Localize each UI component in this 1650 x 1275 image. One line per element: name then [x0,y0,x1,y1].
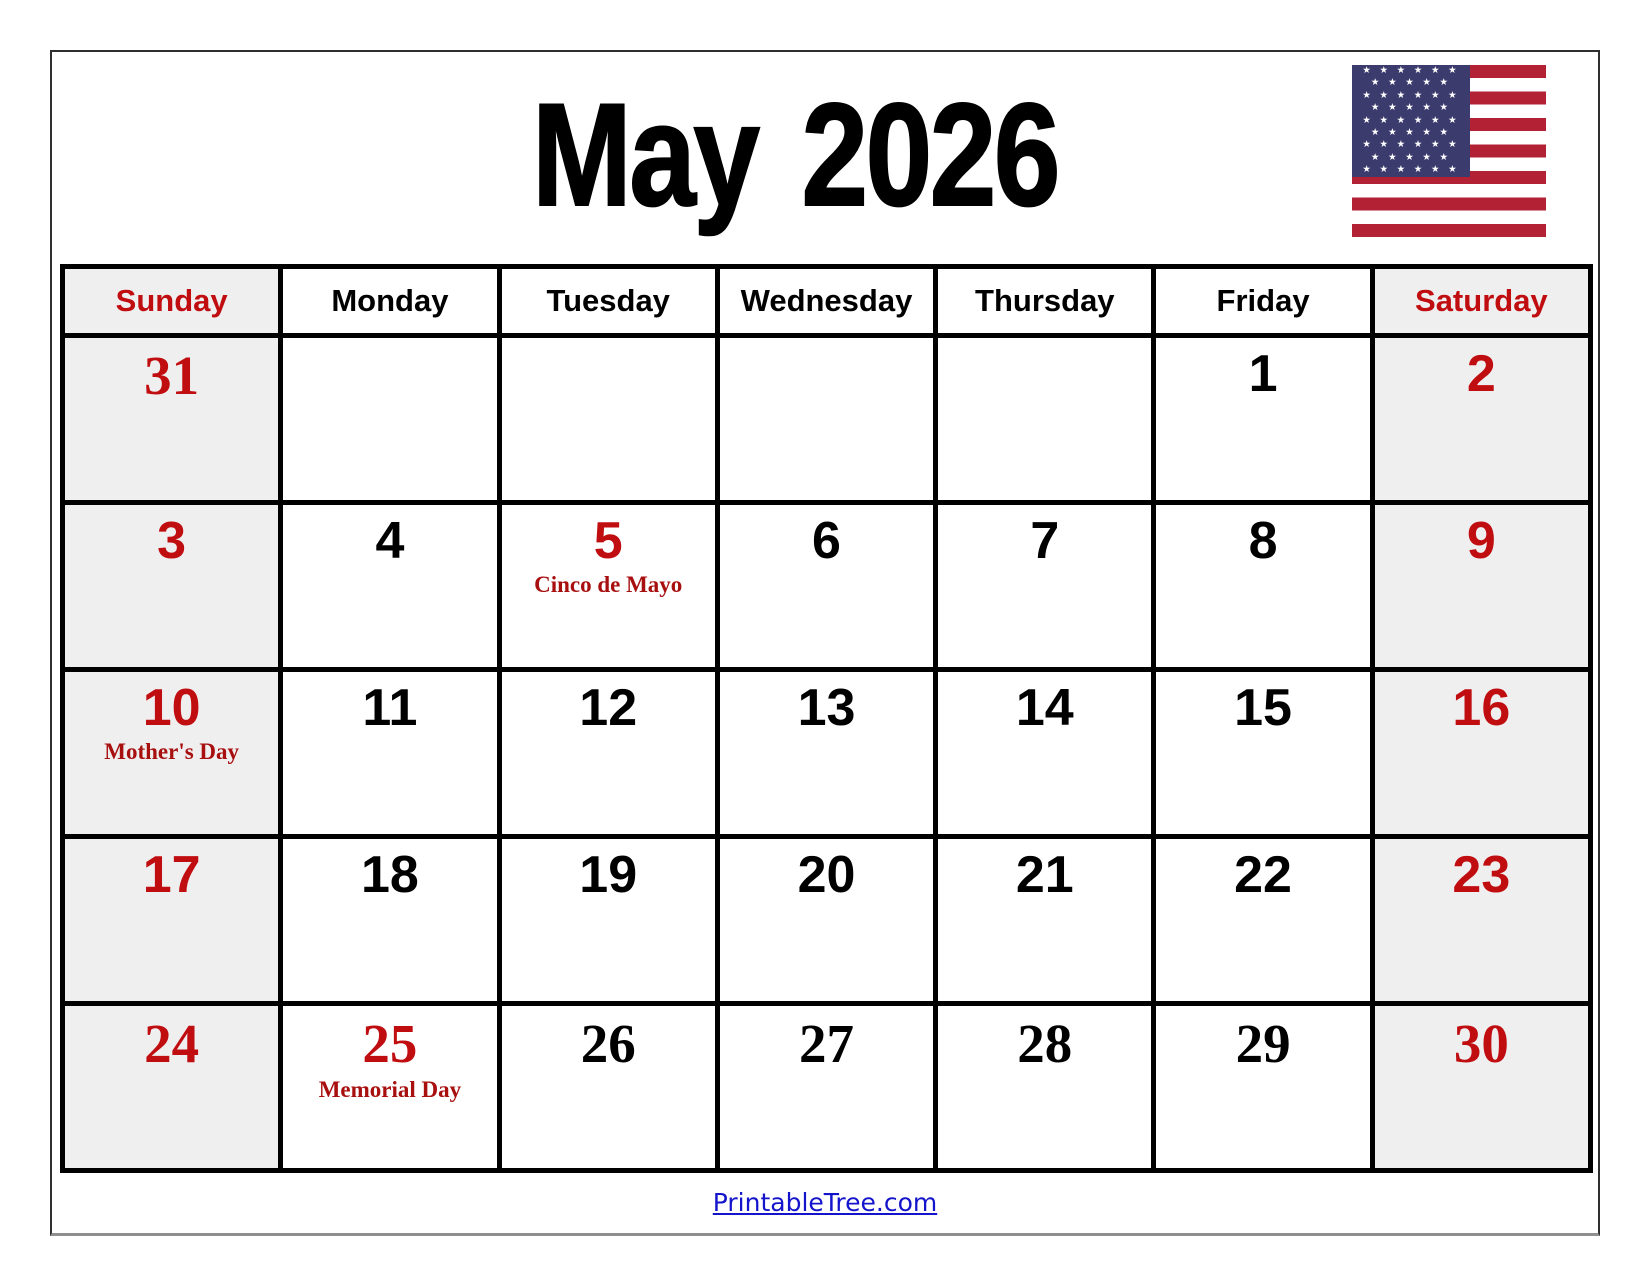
day-cell-24 [65,1006,278,1168]
date-number: 10 [142,679,201,737]
date-number: 15 [1234,679,1292,737]
weekday-header-thursday: Thursday [938,269,1151,333]
date-number: 31 [144,345,200,406]
day-cell-5 [502,505,715,667]
date-number: 9 [1466,512,1496,570]
date-number: 13 [797,679,856,737]
date-number: 30 [1453,1013,1509,1074]
holiday-label: Memorial Day [318,1076,462,1102]
date-number: 24 [144,1013,200,1074]
day-cell-1 [1156,338,1369,500]
weekday-header-saturday: Saturday [1375,269,1588,333]
day-cell-7 [938,505,1151,667]
day-cell-11 [283,672,496,834]
day-cell-31 [65,338,278,500]
day-cell-empty [938,338,1151,500]
date-number: 17 [142,846,201,904]
day-cell-30 [1375,1006,1588,1168]
page-title: May 2026 [532,73,1058,236]
day-cell-8 [1156,505,1369,667]
date-number: 25 [362,1013,418,1074]
date-number: 19 [579,846,638,904]
day-cell-12 [502,672,715,834]
footer-link[interactable]: PrintableTree.com [712,1188,938,1217]
weekday-header-tuesday: Tuesday [502,269,715,333]
weekday-header-sunday: Sunday [65,269,278,333]
day-cell-18 [283,839,496,1001]
date-number: 14 [1015,679,1074,737]
date-number: 29 [1235,1013,1291,1074]
date-number: 28 [1017,1013,1073,1074]
calendar-grid [60,264,1593,1173]
date-number: 6 [812,512,841,570]
date-number: 2 [1466,345,1496,403]
weekday-header-wednesday: Wednesday [720,269,933,333]
date-number: 18 [361,846,419,904]
day-cell-19 [502,839,715,1001]
date-number: 16 [1452,679,1511,737]
day-cell-empty [502,338,715,500]
holiday-label: Mother's Day [104,739,240,765]
day-cell-20 [720,839,933,1001]
date-number: 7 [1030,512,1060,570]
date-number: 20 [797,846,856,904]
date-number: 3 [157,512,187,570]
date-number: 4 [375,512,405,570]
day-cell-23 [1375,839,1588,1001]
day-cell-21 [938,839,1151,1001]
day-cell-13 [720,672,933,834]
day-cell-25 [283,1006,496,1168]
date-number: 21 [1015,846,1074,904]
holiday-label: Cinco de Mayo [534,572,683,598]
date-number: 22 [1234,846,1292,904]
flag-canton [1352,65,1470,177]
day-cell-26 [502,1006,715,1168]
date-number: 8 [1248,512,1278,570]
day-cell-3 [65,505,278,667]
day-cell-9 [1375,505,1588,667]
date-number: 12 [579,679,638,737]
day-cell-4 [283,505,496,667]
day-cell-29 [1156,1006,1369,1168]
date-number: 23 [1452,846,1511,904]
date-number: 26 [580,1013,636,1074]
page-frame [50,50,1600,1236]
date-number: 5 [593,512,623,570]
day-cell-empty [720,338,933,500]
date-number: 1 [1248,345,1278,403]
day-cell-10 [65,672,278,834]
day-cell-15 [1156,672,1369,834]
day-cell-2 [1375,338,1588,500]
day-cell-17 [65,839,278,1001]
day-cell-27 [720,1006,933,1168]
flag-stars: ★ ★ ★ ★ ★ ★ ★ ★ ★ ★ ★ ★ ★ ★ ★ ★ ★ ★ ★ ★ ★ ★ ★ ★ ★ ★ ★ ★ ★ ★ ★ ★ ★ ★ ★ ★ ★ ★ ★ ★ ★ ★ ★ ★ ★ ★ ★ ★ ★ ★ [1362,65,1460,176]
day-cell-28 [938,1006,1151,1168]
date-number: 11 [362,679,418,737]
day-cell-empty [283,338,496,500]
day-cell-22 [1156,839,1369,1001]
us-flag-icon [1352,65,1546,237]
date-number: 27 [798,1013,854,1074]
weekday-header-monday: Monday [283,269,496,333]
day-cell-14 [938,672,1151,834]
weekday-header-friday: Friday [1156,269,1369,333]
day-cell-6 [720,505,933,667]
day-cell-16 [1375,672,1588,834]
